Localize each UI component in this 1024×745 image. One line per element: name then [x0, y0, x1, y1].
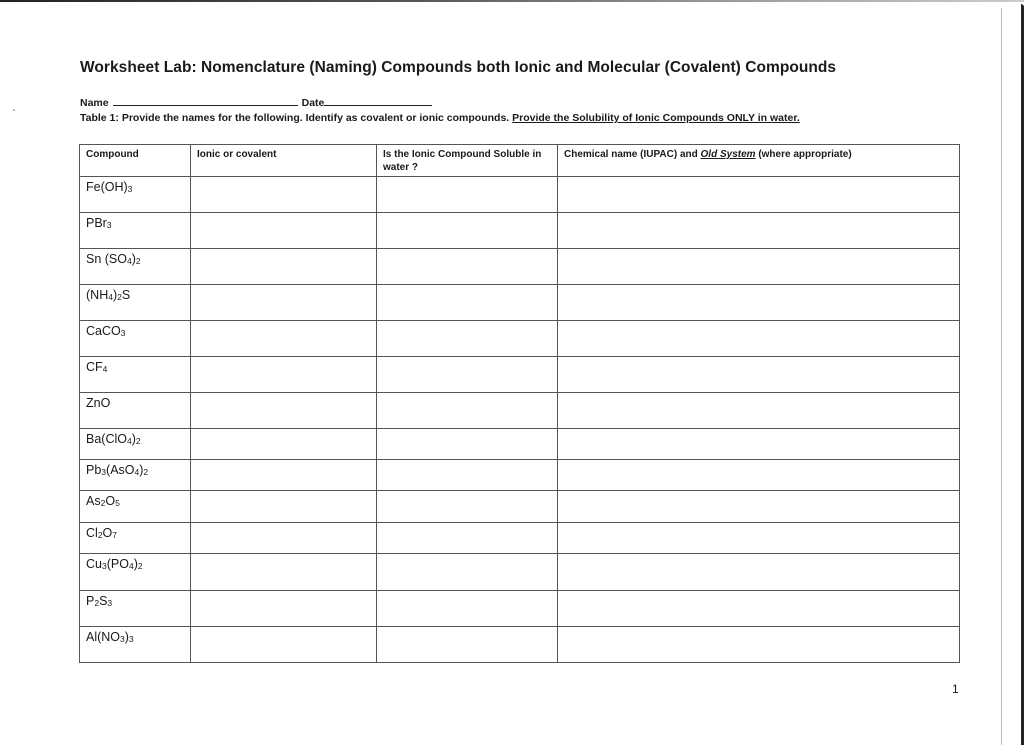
- soluble-cell[interactable]: [377, 249, 558, 285]
- ionic-or-covalent-cell[interactable]: [191, 213, 377, 249]
- formula-text: O: [105, 494, 116, 508]
- soluble-cell[interactable]: [377, 591, 558, 627]
- ionic-or-covalent-cell[interactable]: [191, 177, 377, 213]
- formula-text: Pb: [86, 463, 102, 477]
- formula-text: S: [121, 288, 131, 302]
- date-field[interactable]: [324, 96, 432, 106]
- formula-text: As: [86, 494, 101, 508]
- chemical-name-cell[interactable]: [558, 177, 960, 213]
- formula-text: PBr: [86, 216, 107, 230]
- soluble-cell[interactable]: [377, 554, 558, 591]
- table-row: [80, 393, 960, 429]
- soluble-cell[interactable]: [377, 321, 558, 357]
- formula-subscript: 2: [117, 292, 122, 302]
- compound-cell: [80, 285, 191, 321]
- formula-text: (NH: [86, 288, 109, 302]
- formula-subscript: 2: [100, 498, 106, 508]
- formula-text: ): [112, 288, 118, 302]
- formula-subscript: 3: [101, 561, 107, 571]
- formula-subscript: 3: [101, 467, 107, 477]
- chemical-name-cell[interactable]: [558, 429, 960, 460]
- table-row: [80, 285, 960, 321]
- formula-subscript: 4: [102, 364, 108, 374]
- formula-subscript: 4: [127, 256, 132, 266]
- formula-subscript: 2: [137, 561, 143, 571]
- ionic-or-covalent-cell[interactable]: [191, 491, 377, 523]
- compound-cell: [80, 591, 191, 627]
- table-instructions: [80, 112, 800, 124]
- compound-cell: [80, 460, 191, 491]
- compound-cell: [80, 321, 191, 357]
- ionic-or-covalent-cell[interactable]: [191, 591, 377, 627]
- formula-subscript: 3: [107, 598, 113, 608]
- formula-subscript: 5: [115, 498, 120, 508]
- compounds-table: [79, 144, 960, 663]
- ionic-or-covalent-cell[interactable]: [191, 523, 377, 554]
- chemical-name-cell[interactable]: [558, 321, 960, 357]
- header-compound: Compound: [80, 145, 191, 177]
- ionic-or-covalent-cell[interactable]: [191, 393, 377, 429]
- formula-text: O: [102, 526, 113, 540]
- soluble-cell[interactable]: [377, 285, 558, 321]
- compound-cell: [80, 554, 191, 591]
- compound-cell: [80, 357, 191, 393]
- formula-subscript: 4: [128, 561, 134, 571]
- header-ionic-or-covalent: Ionic or covalent: [191, 145, 377, 177]
- compound-cell: [80, 491, 191, 523]
- formula-text: Ba(ClO: [86, 432, 127, 446]
- ionic-or-covalent-cell[interactable]: [191, 321, 377, 357]
- table-row: [80, 460, 960, 491]
- table-row: [80, 357, 960, 393]
- compound-cell: [80, 627, 191, 663]
- instructions-text: Table 1: Provide the names for the following. Identify as covalent or ionic compounds.: [80, 112, 513, 124]
- formula-subscript: 3: [120, 328, 126, 338]
- formula-text: Cu: [86, 557, 102, 571]
- date-label: Date: [301, 97, 325, 109]
- formula-text: ): [124, 630, 129, 644]
- chemical-name-cell[interactable]: [558, 591, 960, 627]
- soluble-cell[interactable]: [377, 523, 558, 554]
- formula-subscript: 2: [94, 598, 100, 608]
- scan-top-edge: [0, 0, 1024, 2]
- chemical-name-cell[interactable]: [558, 460, 960, 491]
- formula-subscript: 2: [135, 256, 141, 266]
- soluble-cell[interactable]: [377, 357, 558, 393]
- compound-cell: [80, 249, 191, 285]
- table-row: [80, 321, 960, 357]
- table-row: [80, 429, 960, 460]
- soluble-cell[interactable]: [377, 213, 558, 249]
- ionic-or-covalent-cell[interactable]: [191, 460, 377, 491]
- chemical-name-cell[interactable]: [558, 357, 960, 393]
- formula-text: ): [139, 463, 144, 477]
- chemical-name-cell[interactable]: [558, 491, 960, 523]
- scan-margin-line: [1001, 8, 1002, 745]
- table-row: [80, 213, 960, 249]
- header-chemical-name: [558, 145, 960, 177]
- formula-subscript: 2: [143, 467, 149, 477]
- formula-subscript: 4: [134, 467, 140, 477]
- formula-text: P: [86, 594, 95, 608]
- formula-text: Al(NO: [86, 630, 121, 644]
- worksheet-title: Worksheet Lab: Nomenclature (Naming) Compounds both Ionic and Molecular (Covalent) Compounds: [80, 59, 837, 76]
- table-row: [80, 491, 960, 523]
- formula-subscript: 7: [112, 530, 118, 540]
- formula-subscript: 3: [128, 634, 134, 644]
- formula-text: ): [131, 432, 136, 446]
- compound-cell: [80, 213, 191, 249]
- chemical-name-cell[interactable]: [558, 554, 960, 591]
- formula-text: Fe(OH): [86, 180, 128, 194]
- ionic-or-covalent-cell[interactable]: [191, 429, 377, 460]
- table-row: [80, 591, 960, 627]
- ionic-or-covalent-cell[interactable]: [191, 627, 377, 663]
- formula-text: Sn (SO: [86, 252, 127, 266]
- page-number: 1: [952, 682, 959, 696]
- instructions-underlined: Provide the Solubility of Ionic Compounds ONLY in water.: [512, 112, 800, 124]
- compound-cell: [80, 429, 191, 460]
- formula-subscript: 4: [108, 292, 113, 302]
- soluble-cell[interactable]: [377, 460, 558, 491]
- table-row: [80, 554, 960, 591]
- chemical-name-cell[interactable]: [558, 523, 960, 554]
- chemical-name-cell[interactable]: [558, 393, 960, 429]
- formula-text: (PO: [106, 557, 129, 571]
- header-chemical-name-suffix: (where appropriate): [755, 149, 852, 160]
- formula-text: (AsO: [106, 463, 135, 477]
- compound-cell: [80, 393, 191, 429]
- chemical-name-cell[interactable]: [558, 249, 960, 285]
- chemical-name-cell[interactable]: [558, 213, 960, 249]
- name-field[interactable]: [113, 96, 298, 106]
- compound-cell: [80, 523, 191, 554]
- header-old-system: Old System: [700, 149, 756, 160]
- formula-text: CF: [86, 360, 103, 374]
- formula-text: Cl: [86, 526, 98, 540]
- formula-subscript: 3: [106, 220, 112, 230]
- header-soluble: Is the Ionic Compound Soluble in water ?: [377, 145, 558, 177]
- formula-subscript: 3: [120, 634, 125, 644]
- name-date-line: [80, 96, 432, 109]
- ionic-or-covalent-cell[interactable]: [191, 285, 377, 321]
- soluble-cell[interactable]: [377, 177, 558, 213]
- table-row: [80, 249, 960, 285]
- soluble-cell[interactable]: [377, 491, 558, 523]
- name-label: Name: [80, 97, 109, 109]
- soluble-cell[interactable]: [377, 429, 558, 460]
- table-row: [80, 627, 960, 663]
- formula-subscript: 4: [126, 436, 132, 446]
- formula-subscript: 2: [97, 530, 103, 540]
- ionic-or-covalent-cell[interactable]: [191, 249, 377, 285]
- formula-text: ZnO: [86, 396, 111, 410]
- chemical-name-cell[interactable]: [558, 285, 960, 321]
- formula-text: ): [133, 557, 138, 571]
- table-row: [80, 177, 960, 213]
- table-header-row: [80, 145, 960, 177]
- chemical-name-cell[interactable]: [558, 627, 960, 663]
- formula-subscript: 3: [127, 184, 133, 194]
- compound-cell: [80, 177, 191, 213]
- header-chemical-name-prefix: Chemical name (IUPAC) and: [564, 149, 701, 160]
- soluble-cell[interactable]: [377, 393, 558, 429]
- soluble-cell[interactable]: [377, 627, 558, 663]
- formula-text: CaCO: [86, 324, 121, 338]
- formula-text: ): [131, 252, 136, 266]
- table-row: [80, 523, 960, 554]
- scan-speck: [13, 109, 15, 111]
- formula-subscript: 2: [135, 436, 141, 446]
- formula-text: S: [99, 594, 108, 608]
- ionic-or-covalent-cell[interactable]: [191, 554, 377, 591]
- ionic-or-covalent-cell[interactable]: [191, 357, 377, 393]
